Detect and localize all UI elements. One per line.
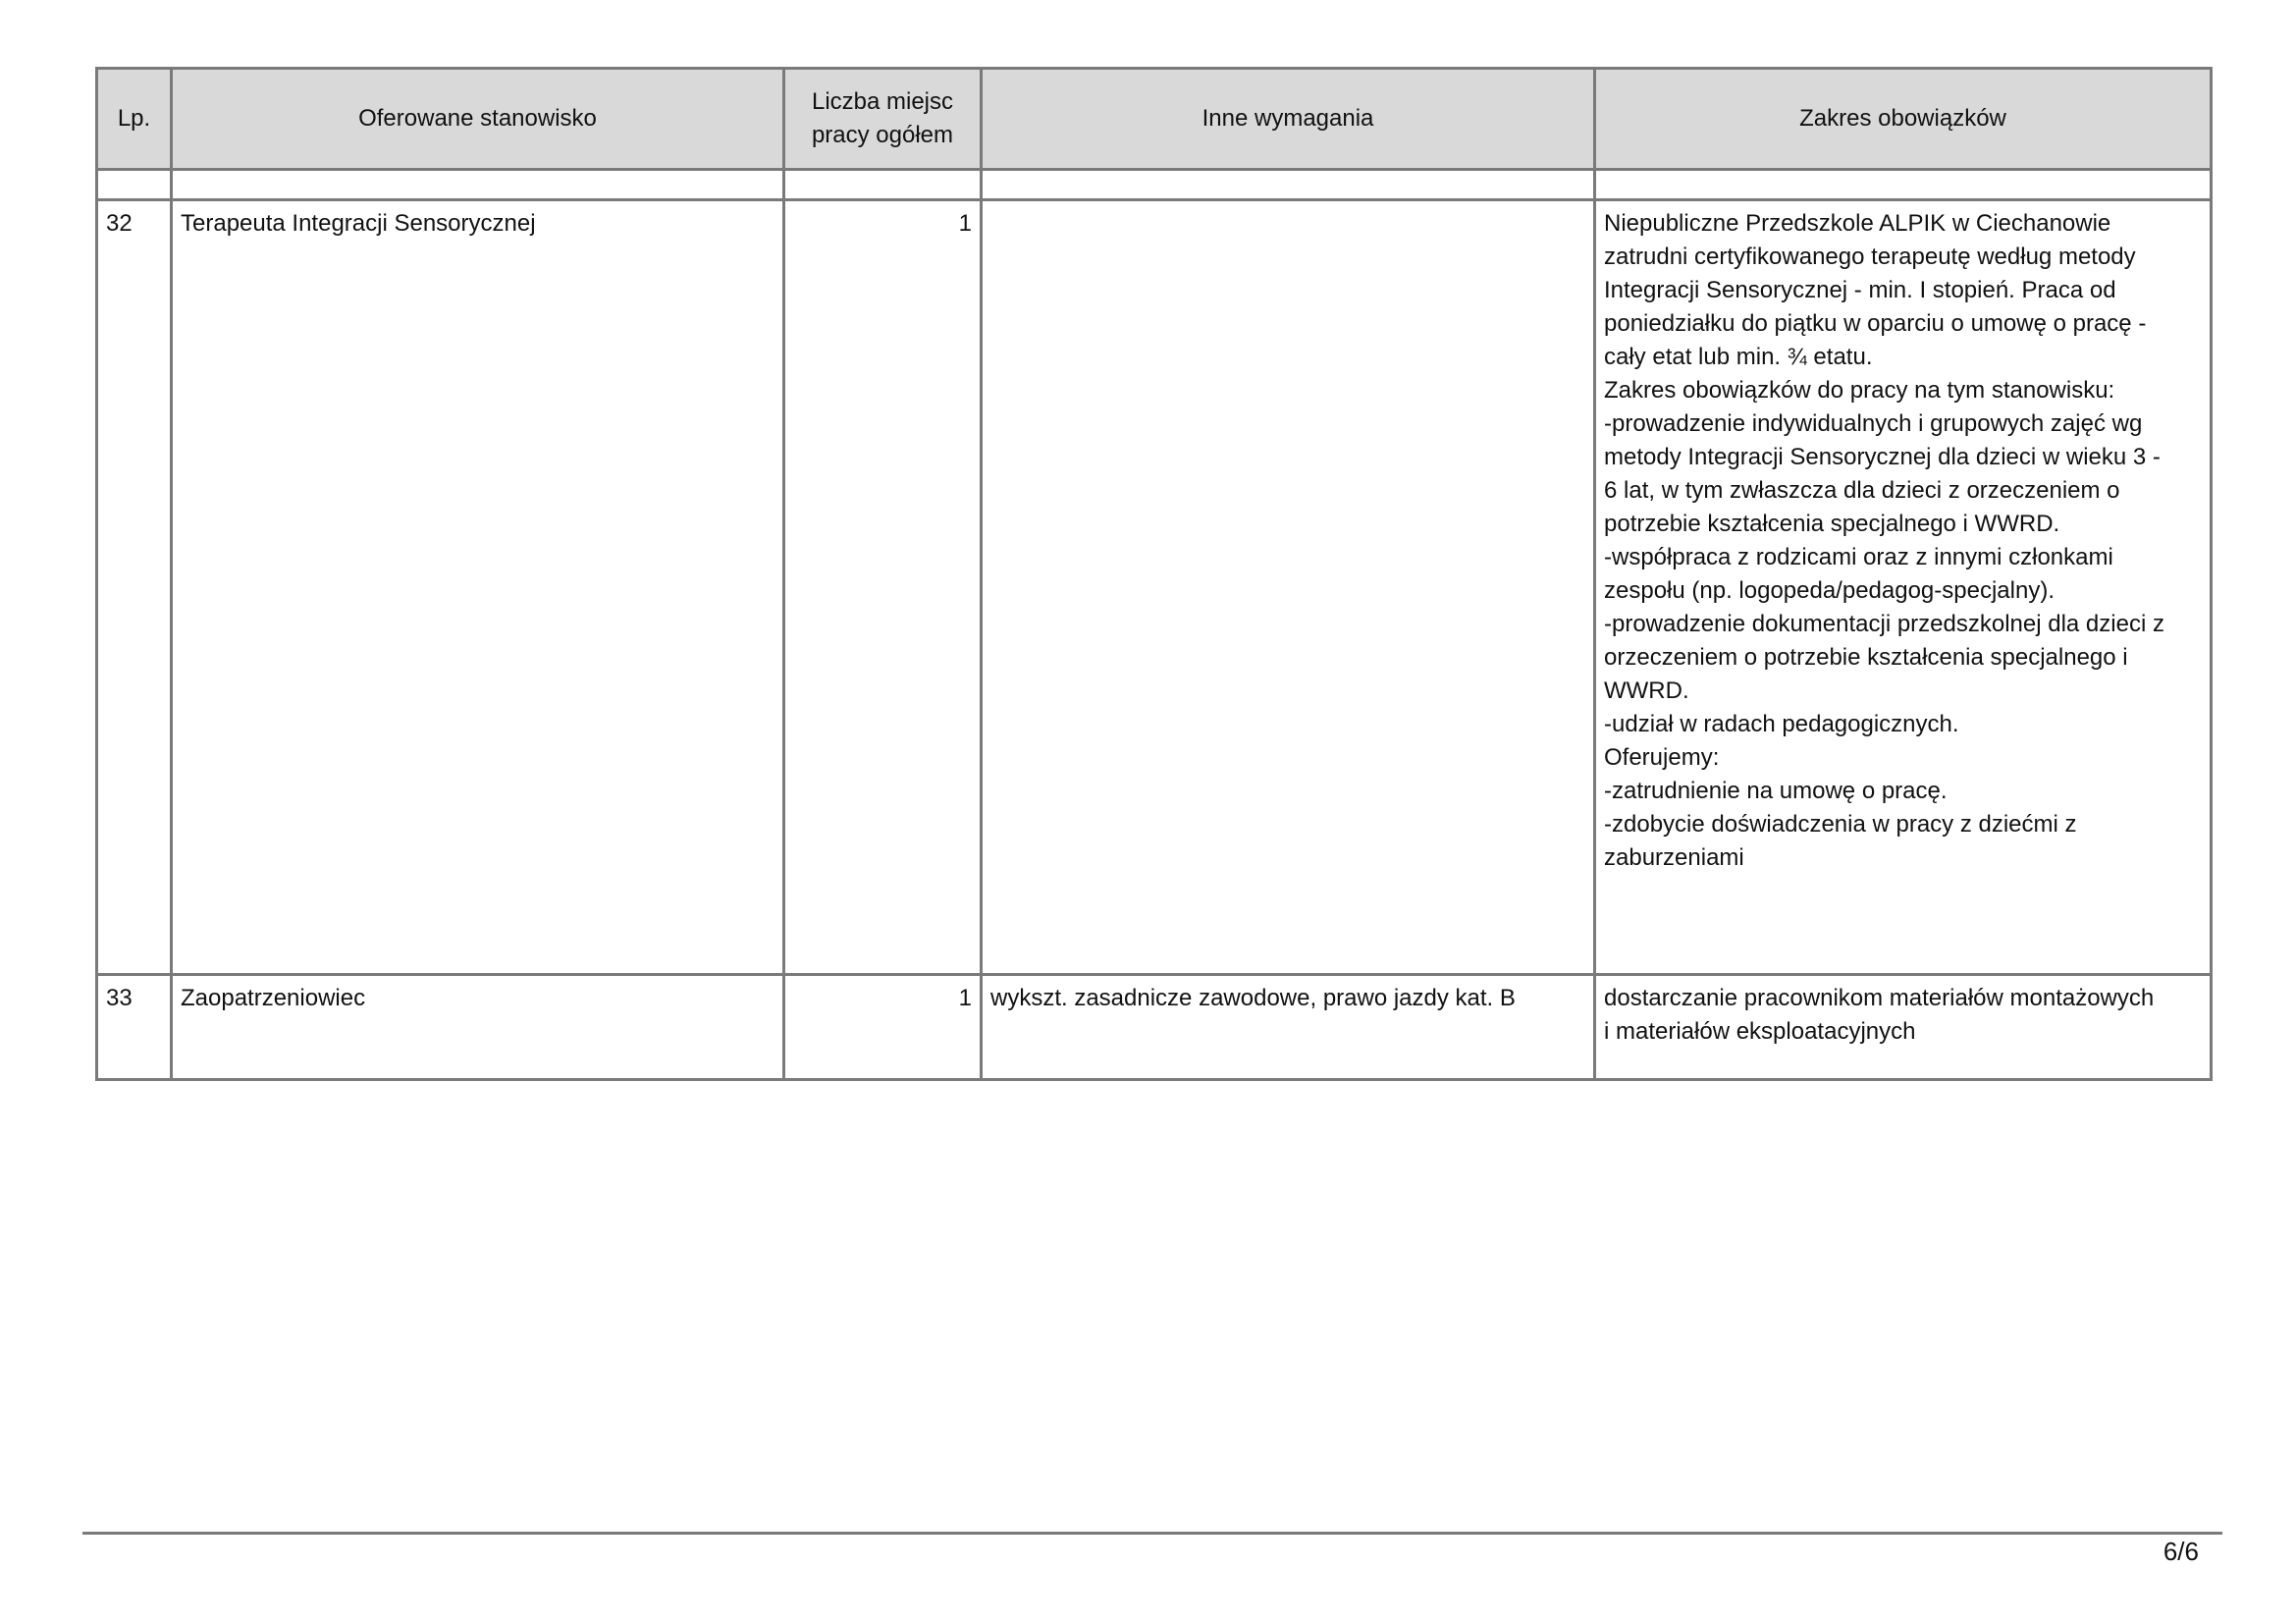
duty-line: 6 lat, w tym zwłaszcza dla dzieci z orzeczeniem o <box>1604 477 2120 504</box>
duty-line: Integracji Sensorycznej - min. I stopień. Praca od <box>1604 277 2116 303</box>
table-body <box>97 170 2212 1080</box>
row-position: Terapeuta Integracji Sensorycznej <box>172 200 784 975</box>
header-job-count-line2: pracy ogółem <box>811 122 954 148</box>
row-requirements: wykszt. zasadnicze zawodowe, prawo jazdy kat. B <box>982 975 1595 1080</box>
duty-line: zespołu (np. logopeda/pedagog-specjalny). <box>1604 577 2055 604</box>
duty-line: -prowadzenie dokumentacji przedszkolnej dla dzieci z <box>1604 611 2164 637</box>
footer-divider <box>82 1532 2222 1535</box>
duty-line: dostarczanie pracownikom materiałów montażowych <box>1604 985 2155 1011</box>
duty-line: metody Integracji Sensorycznej dla dzieci w wieku 3 - <box>1604 444 2161 470</box>
duty-line: -zatrudnienie na umowę o pracę. <box>1604 778 1948 804</box>
row-job-count: 1 <box>784 975 982 1080</box>
header-duties: Zakres obowiązków <box>1595 69 2212 170</box>
duty-line: zaburzeniami <box>1604 844 1744 871</box>
duty-line: -współpraca z rodzicami oraz z innymi członkami <box>1604 544 2113 570</box>
header-job-count-line1: Liczba miejsc <box>811 88 954 115</box>
duty-line: zatrudni certyfikowanego terapeutę według metody <box>1604 243 2136 270</box>
empty-row <box>97 170 2212 200</box>
duty-line: Oferujemy: <box>1604 744 1720 771</box>
row-requirements <box>982 200 1595 975</box>
duty-line: i materiałów eksploatacyjnych <box>1604 1018 1916 1045</box>
row-lp: 32 <box>97 200 172 975</box>
duty-line: -zdobycie doświadczenia w pracy z dziećmi z <box>1604 811 2077 838</box>
job-offers-table <box>95 67 2213 1081</box>
header-position: Oferowane stanowisko <box>172 69 784 170</box>
header-lp: Lp. <box>97 69 172 170</box>
header-requirements: Inne wymagania <box>982 69 1595 170</box>
row-lp: 33 <box>97 975 172 1080</box>
duty-line: cały etat lub min. ¾ etatu. <box>1604 344 1873 370</box>
empty-cell <box>784 170 982 200</box>
page-number: 6/6 <box>2163 1537 2199 1566</box>
table-row <box>97 975 2212 1080</box>
duty-line: -udział w radach pedagogicznych. <box>1604 711 1959 737</box>
duty-line: poniedziałku do piątku w oparciu o umowę o pracę - <box>1604 310 2147 337</box>
duty-line: WWRD. <box>1604 677 1689 704</box>
empty-cell <box>172 170 784 200</box>
duty-line: -prowadzenie indywidualnych i grupowych zajęć wg <box>1604 410 2143 437</box>
row-duties <box>1595 200 2212 975</box>
header-row <box>97 69 2212 170</box>
row-job-count: 1 <box>784 200 982 975</box>
empty-cell <box>1595 170 2212 200</box>
row-duties <box>1595 975 2212 1080</box>
duty-line: potrzebie kształcenia specjalnego i WWRD. <box>1604 511 2060 537</box>
duty-line: Zakres obowiązków do pracy na tym stanowisku: <box>1604 377 2115 404</box>
table-header <box>97 69 2212 170</box>
empty-cell <box>982 170 1595 200</box>
duty-line: Niepubliczne Przedszkole ALPIK w Ciechanowie <box>1604 210 2111 237</box>
header-job-count <box>784 69 982 170</box>
row-position: Zaopatrzeniowiec <box>172 975 784 1080</box>
duty-line: orzeczeniem o potrzebie kształcenia specjalnego i <box>1604 644 2128 671</box>
table-row <box>97 200 2212 975</box>
empty-cell <box>97 170 172 200</box>
